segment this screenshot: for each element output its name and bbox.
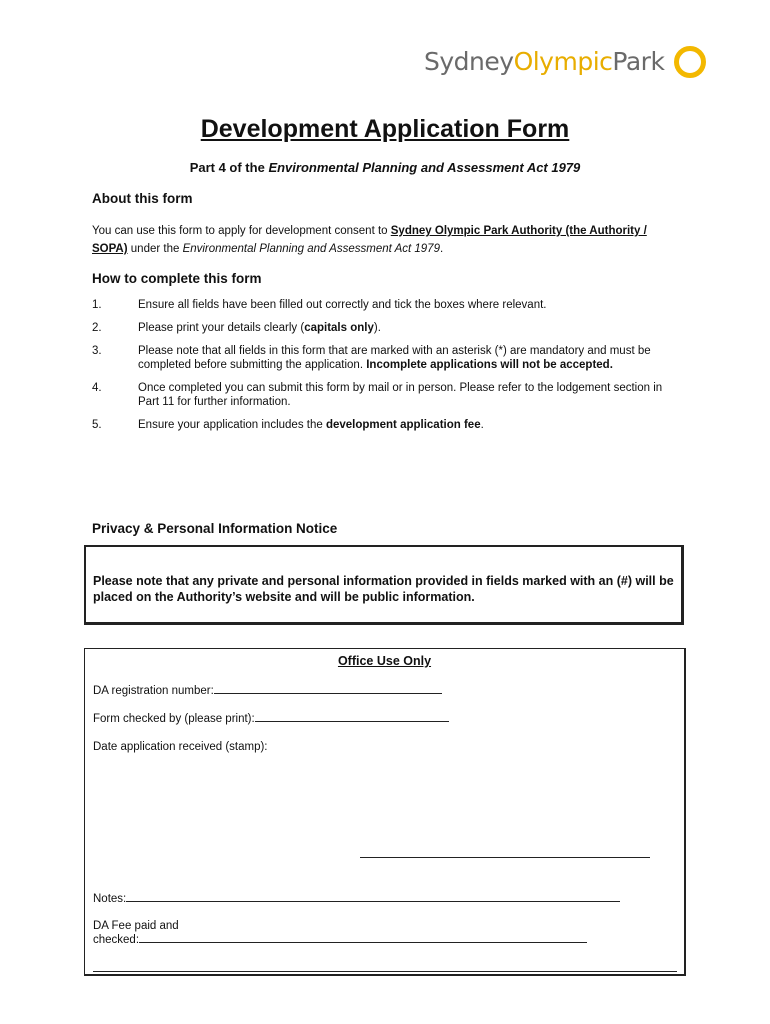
fee-paid-label-1: DA Fee paid and	[93, 920, 179, 932]
privacy-notice-box	[84, 545, 684, 625]
logo-ring-icon	[674, 46, 706, 78]
form-checked-line[interactable]	[255, 712, 449, 722]
authority-name: Sydney Olympic Park Authority (the Authority / SOPA)	[92, 225, 647, 255]
fee-paid-field	[93, 919, 587, 947]
notes-field	[93, 892, 620, 906]
how-heading: How to complete this form	[92, 271, 262, 286]
list-item-text-bold: development application fee	[325, 419, 481, 431]
form-checked-label: Form checked by (please print):	[93, 713, 255, 725]
notes-line[interactable]	[126, 892, 620, 902]
logo-word-olympic: Olympic	[513, 46, 613, 76]
about-text-before: You can use this form to apply for development consent to	[92, 225, 391, 237]
logo-word-sydney: Sydney	[424, 46, 514, 76]
list-item-text-bold: Incomplete applications will not be accepted.	[366, 359, 613, 371]
office-use-title: Office Use Only	[337, 654, 432, 668]
list-item	[92, 381, 682, 409]
about-heading: About this form	[92, 191, 193, 206]
subtitle-prefix: Part 4 of the	[189, 160, 269, 175]
logo-wordmark	[424, 47, 664, 76]
list-item	[92, 418, 682, 432]
about-text-end: .	[439, 243, 444, 255]
about-paragraph	[92, 222, 682, 258]
da-registration-label: DA registration number:	[93, 685, 214, 697]
list-item-text-a: Ensure your application includes the	[138, 419, 326, 431]
subtitle-act: Environmental Planning and Assessment Act 1979	[268, 160, 581, 175]
list-item-text	[138, 381, 682, 409]
page-title: Development Application Form	[200, 115, 570, 143]
logo-word-park: Park	[612, 46, 665, 76]
fee-paid-line[interactable]	[139, 933, 587, 943]
list-item-number: 4.	[92, 382, 102, 394]
office-use-box	[84, 648, 686, 976]
privacy-notice-text: Please note that any private and personal information provided in fields marked with an (#) will be placed on the Authority’s website and will be public information.	[93, 574, 674, 604]
notes-label: Notes:	[93, 893, 127, 905]
list-item-text	[138, 321, 682, 335]
da-registration-line[interactable]	[214, 684, 442, 694]
list-item-text-a: Once completed you can submit this form by mail or in person. Please refer to the lodgement section in Part 11 for further information.	[138, 382, 663, 408]
list-item-number: 1.	[92, 299, 102, 311]
list-item-number: 2.	[92, 322, 102, 334]
list-item-text	[138, 344, 682, 372]
page-subtitle	[0, 160, 770, 175]
list-item-number: 3.	[92, 345, 102, 357]
list-item-text	[138, 298, 682, 312]
list-item	[92, 321, 682, 335]
list-item-text-a: Ensure all fields have been filled out correctly and tick the boxes where relevant.	[138, 299, 547, 311]
list-item-text-c: ).	[373, 322, 381, 334]
sydney-olympic-park-logo	[424, 44, 706, 78]
date-received-label: Date application received (stamp):	[93, 741, 268, 753]
form-checked-field	[93, 712, 449, 726]
stamp-signature-line[interactable]	[360, 857, 650, 858]
list-item-text-a: Please note that all fields in this form that are marked with an asterisk (*) are mandatory and must be completed before submitting the application.	[138, 345, 651, 371]
list-item-number: 5.	[92, 419, 102, 431]
list-item-text-bold: capitals only	[304, 322, 374, 334]
list-item	[92, 298, 682, 312]
list-item-text-c: .	[480, 419, 484, 431]
fee-paid-label-2: checked:	[93, 934, 140, 946]
bottom-line[interactable]	[93, 971, 677, 972]
instructions-list	[92, 298, 682, 441]
da-registration-field	[93, 684, 442, 698]
date-received-field	[93, 740, 268, 754]
about-act: Environmental Planning and Assessment Act 1979	[182, 243, 440, 255]
about-text-middle: under the	[127, 243, 183, 255]
list-item-text-a: Please print your details clearly (	[138, 322, 305, 334]
privacy-heading: Privacy & Personal Information Notice	[92, 521, 338, 536]
list-item-text	[138, 418, 682, 432]
list-item	[92, 344, 682, 372]
